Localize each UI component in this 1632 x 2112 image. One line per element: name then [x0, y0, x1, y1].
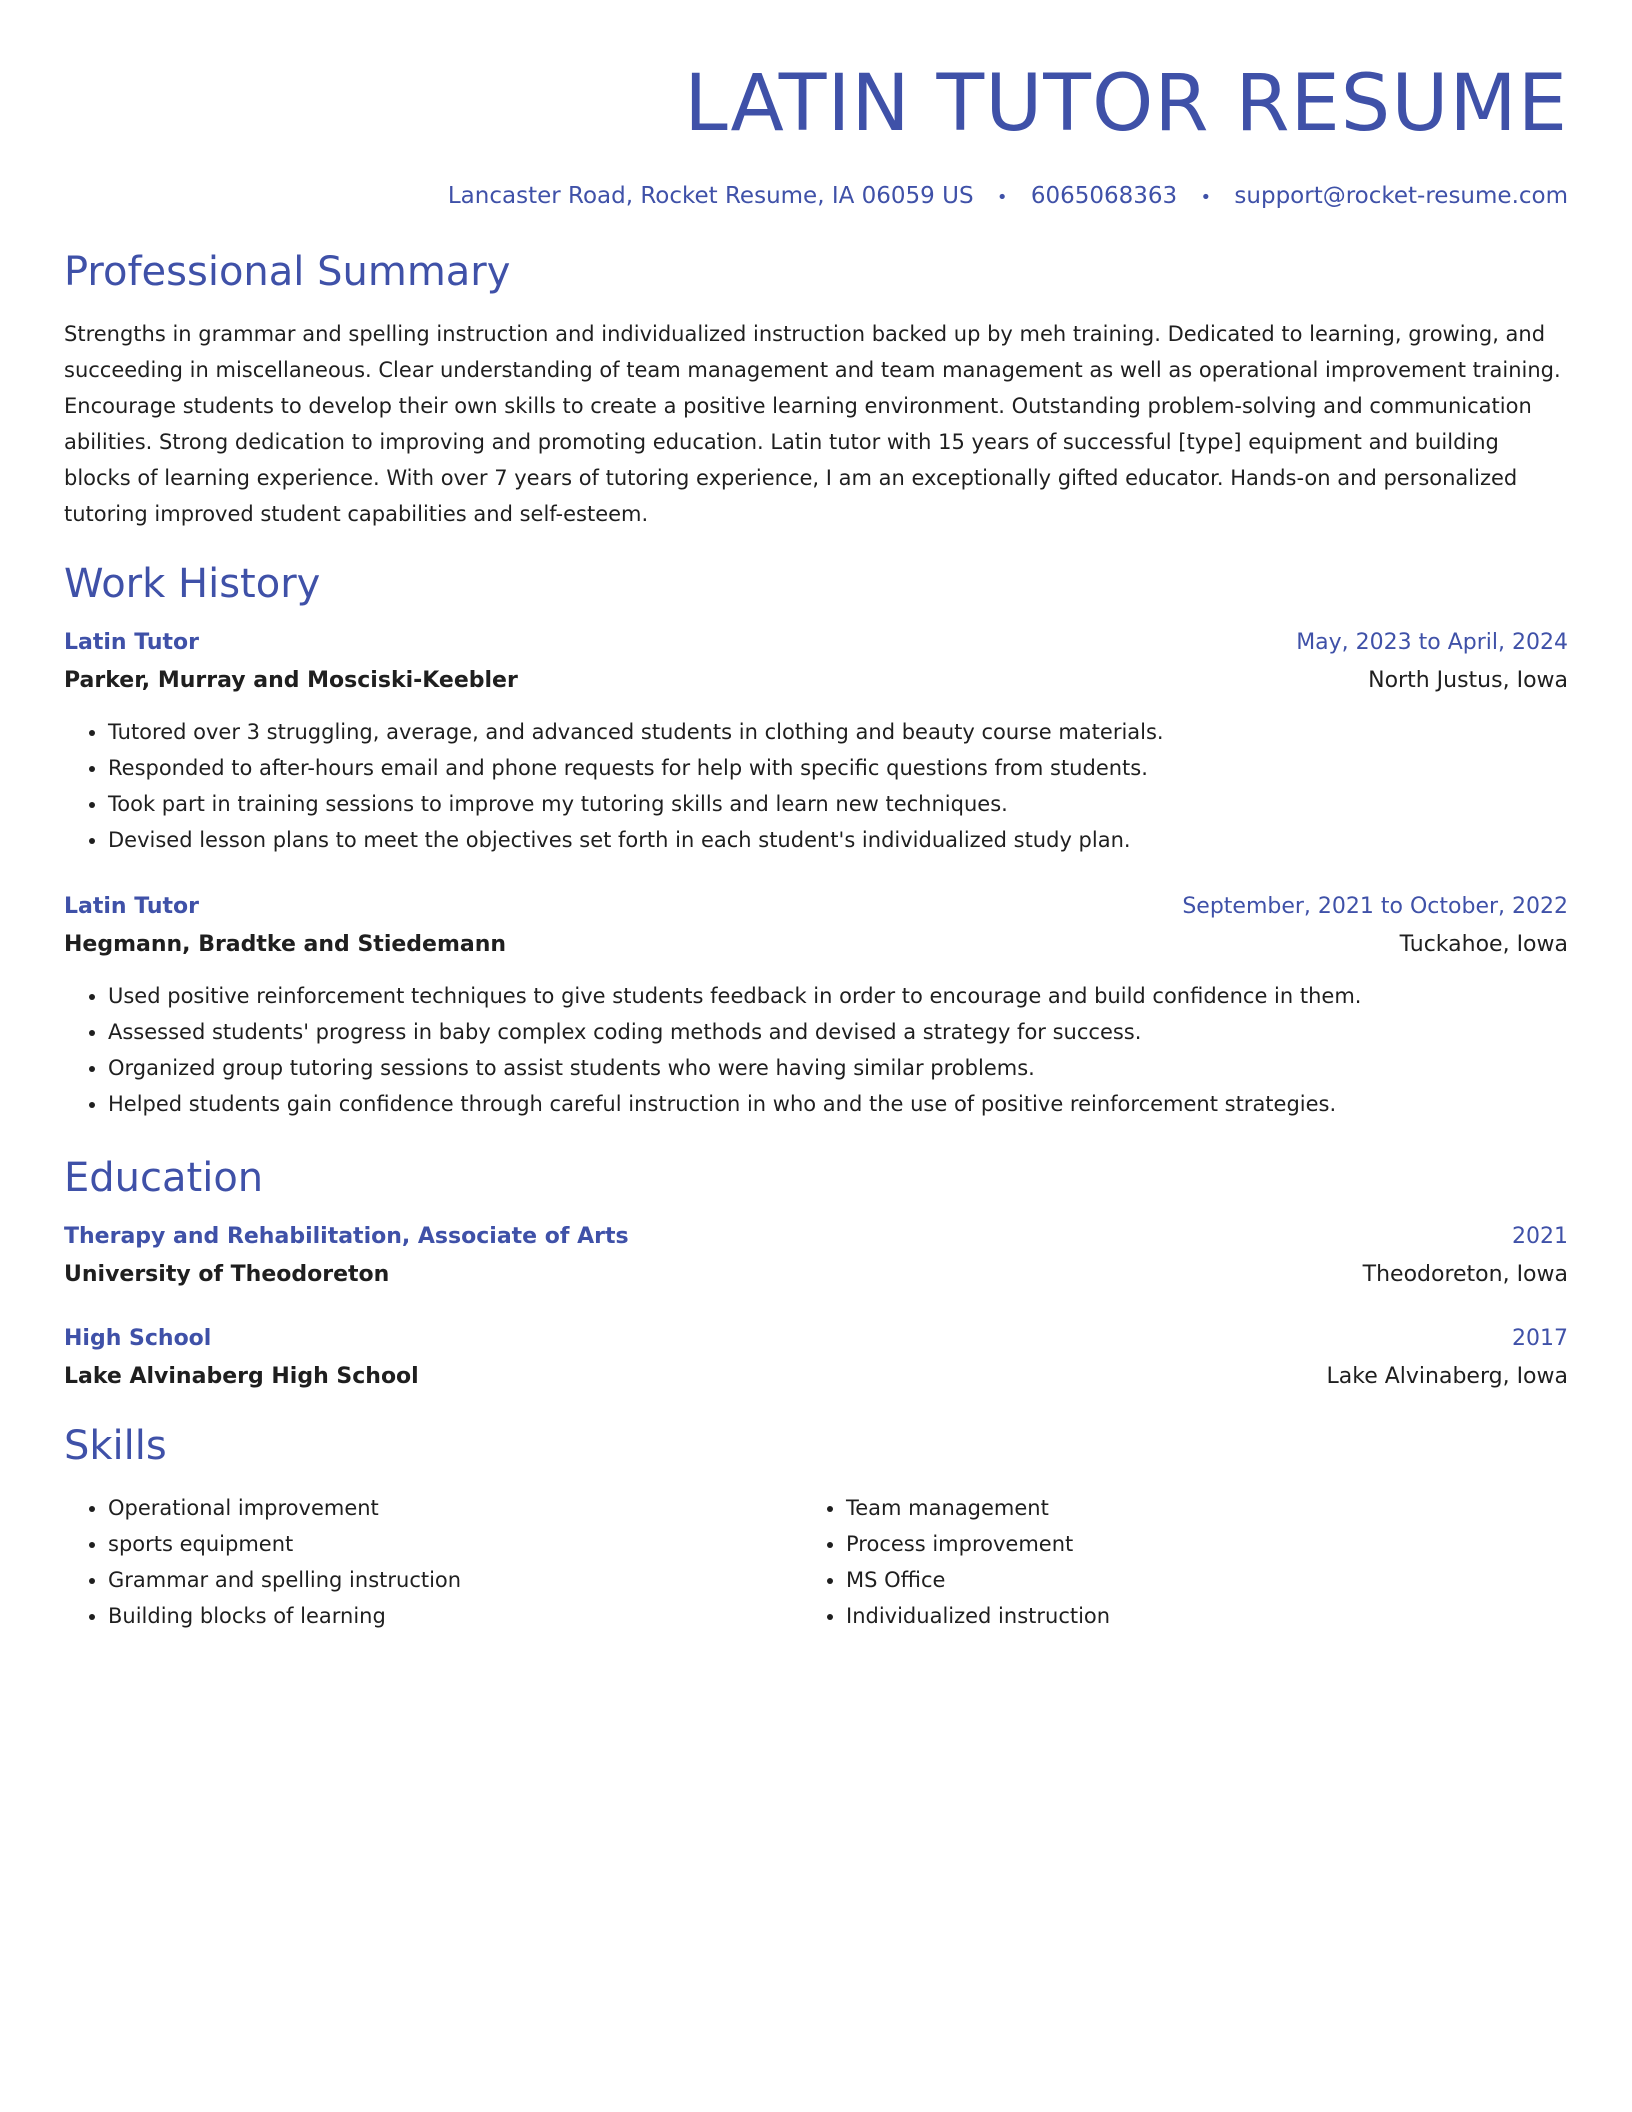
education-location: Theodoreton, Iowa	[1362, 1262, 1568, 1287]
skill-item: • Grammar and spelling instruction	[108, 1562, 802, 1598]
job-bullet: • Devised lesson plans to meet the objectives set forth in each student's individualized study plan.	[108, 822, 1568, 858]
skill-item: • Process improvement	[846, 1526, 1540, 1562]
skill-item: • Operational improvement	[108, 1490, 802, 1526]
education-degree: High School	[64, 1326, 212, 1351]
skill-item: • Team management	[846, 1490, 1540, 1526]
summary-paragraph: Strengths in grammar and spelling instruction and individualized instruction backed up by meh training. Dedicated to learning, growing, and succeeding in miscellaneous. Clear understanding of team management and team management as well as operational improvement training. Encourage students to develop their own skills to create a positive learning environment. Outstanding problem-solving and communication abilities. Strong dedication to improving and promoting education. Latin tutor with 15 years of successful [type] equipment and building blocks of learning experience. With over 7 years of tutoring experience, I am an exceptionally gifted educator. Hands-on and personalized tutoring improved student capabilities and self-esteem.	[64, 322, 1561, 526]
section-heading-summary: Professional Summary	[64, 249, 511, 295]
education-location: Lake Alvinaberg, Iowa	[1326, 1364, 1568, 1389]
section-heading-skills: Skills	[64, 1423, 167, 1469]
job-bullet: • Organized group tutoring sessions to assist students who were having similar problems.	[108, 1050, 1568, 1086]
skills-column-left	[64, 1490, 802, 1634]
resume-header	[64, 56, 1568, 214]
skill-item: • Building blocks of learning	[108, 1598, 802, 1634]
education-school: University of Theodoreton	[64, 1262, 390, 1287]
job-entry	[64, 892, 1568, 1122]
skills-grid	[64, 1490, 1568, 1634]
contact-email: support@rocket-resume.com	[1234, 183, 1568, 209]
education-year: 2017	[1512, 1326, 1568, 1351]
section-heading-work: Work History	[64, 561, 321, 607]
contact-phone: 6065068363	[1030, 183, 1178, 209]
skills-list	[64, 1490, 802, 1634]
job-entry	[64, 628, 1568, 858]
education-degree: Therapy and Rehabilitation, Associate of Arts	[64, 1224, 629, 1249]
contact-address: Lancaster Road, Rocket Resume, IA 06059 US	[447, 183, 974, 209]
job-location: Tuckahoe, Iowa	[1399, 932, 1568, 957]
education-entry	[64, 1324, 1568, 1392]
job-company: Parker, Murray and Mosciski-Keebler	[64, 668, 518, 693]
education-school: Lake Alvinaberg High School	[64, 1364, 419, 1389]
resume-title: LATIN TUTOR RESUME	[684, 59, 1568, 149]
skills-list	[802, 1490, 1540, 1634]
work-history-section	[64, 558, 1568, 1122]
contact-separator: •	[996, 187, 1008, 208]
job-bullet: • Tutored over 3 struggling, average, and advanced students in clothing and beauty course materials.	[108, 714, 1568, 750]
job-bullet: • Assessed students' progress in baby complex coding methods and devised a strategy for success.	[108, 1014, 1568, 1050]
skill-item: • MS Office	[846, 1562, 1540, 1598]
contact-line	[64, 180, 1568, 214]
job-title: Latin Tutor	[64, 894, 199, 919]
skills-column-right	[802, 1490, 1540, 1634]
education-section	[64, 1152, 1568, 1392]
professional-summary-section	[64, 246, 1568, 532]
job-bullet: • Used positive reinforcement techniques to give students feedback in order to encourage and build confidence in them.	[108, 978, 1568, 1014]
skill-item: • sports equipment	[108, 1526, 802, 1562]
section-heading-education: Education	[64, 1155, 264, 1201]
job-company: Hegmann, Bradtke and Stiedemann	[64, 932, 507, 957]
job-dates: September, 2021 to October, 2022	[1182, 894, 1568, 919]
job-bullet: • Took part in training sessions to improve my tutoring skills and learn new techniques.	[108, 786, 1568, 822]
skill-item: • Individualized instruction	[846, 1598, 1540, 1634]
job-title: Latin Tutor	[64, 630, 199, 655]
education-year: 2021	[1512, 1224, 1568, 1249]
contact-separator: •	[1200, 187, 1212, 208]
job-dates: May, 2023 to April, 2024	[1296, 630, 1568, 655]
job-location: North Justus, Iowa	[1368, 668, 1568, 693]
job-bullet: • Helped students gain confidence through careful instruction in who and the use of positive reinforcement strategies.	[108, 1086, 1568, 1122]
education-entry	[64, 1222, 1568, 1290]
job-bullets	[64, 978, 1568, 1122]
job-bullets	[64, 714, 1568, 858]
skills-section	[64, 1420, 1568, 1634]
job-bullet: • Responded to after-hours email and phone requests for help with specific questions from students.	[108, 750, 1568, 786]
